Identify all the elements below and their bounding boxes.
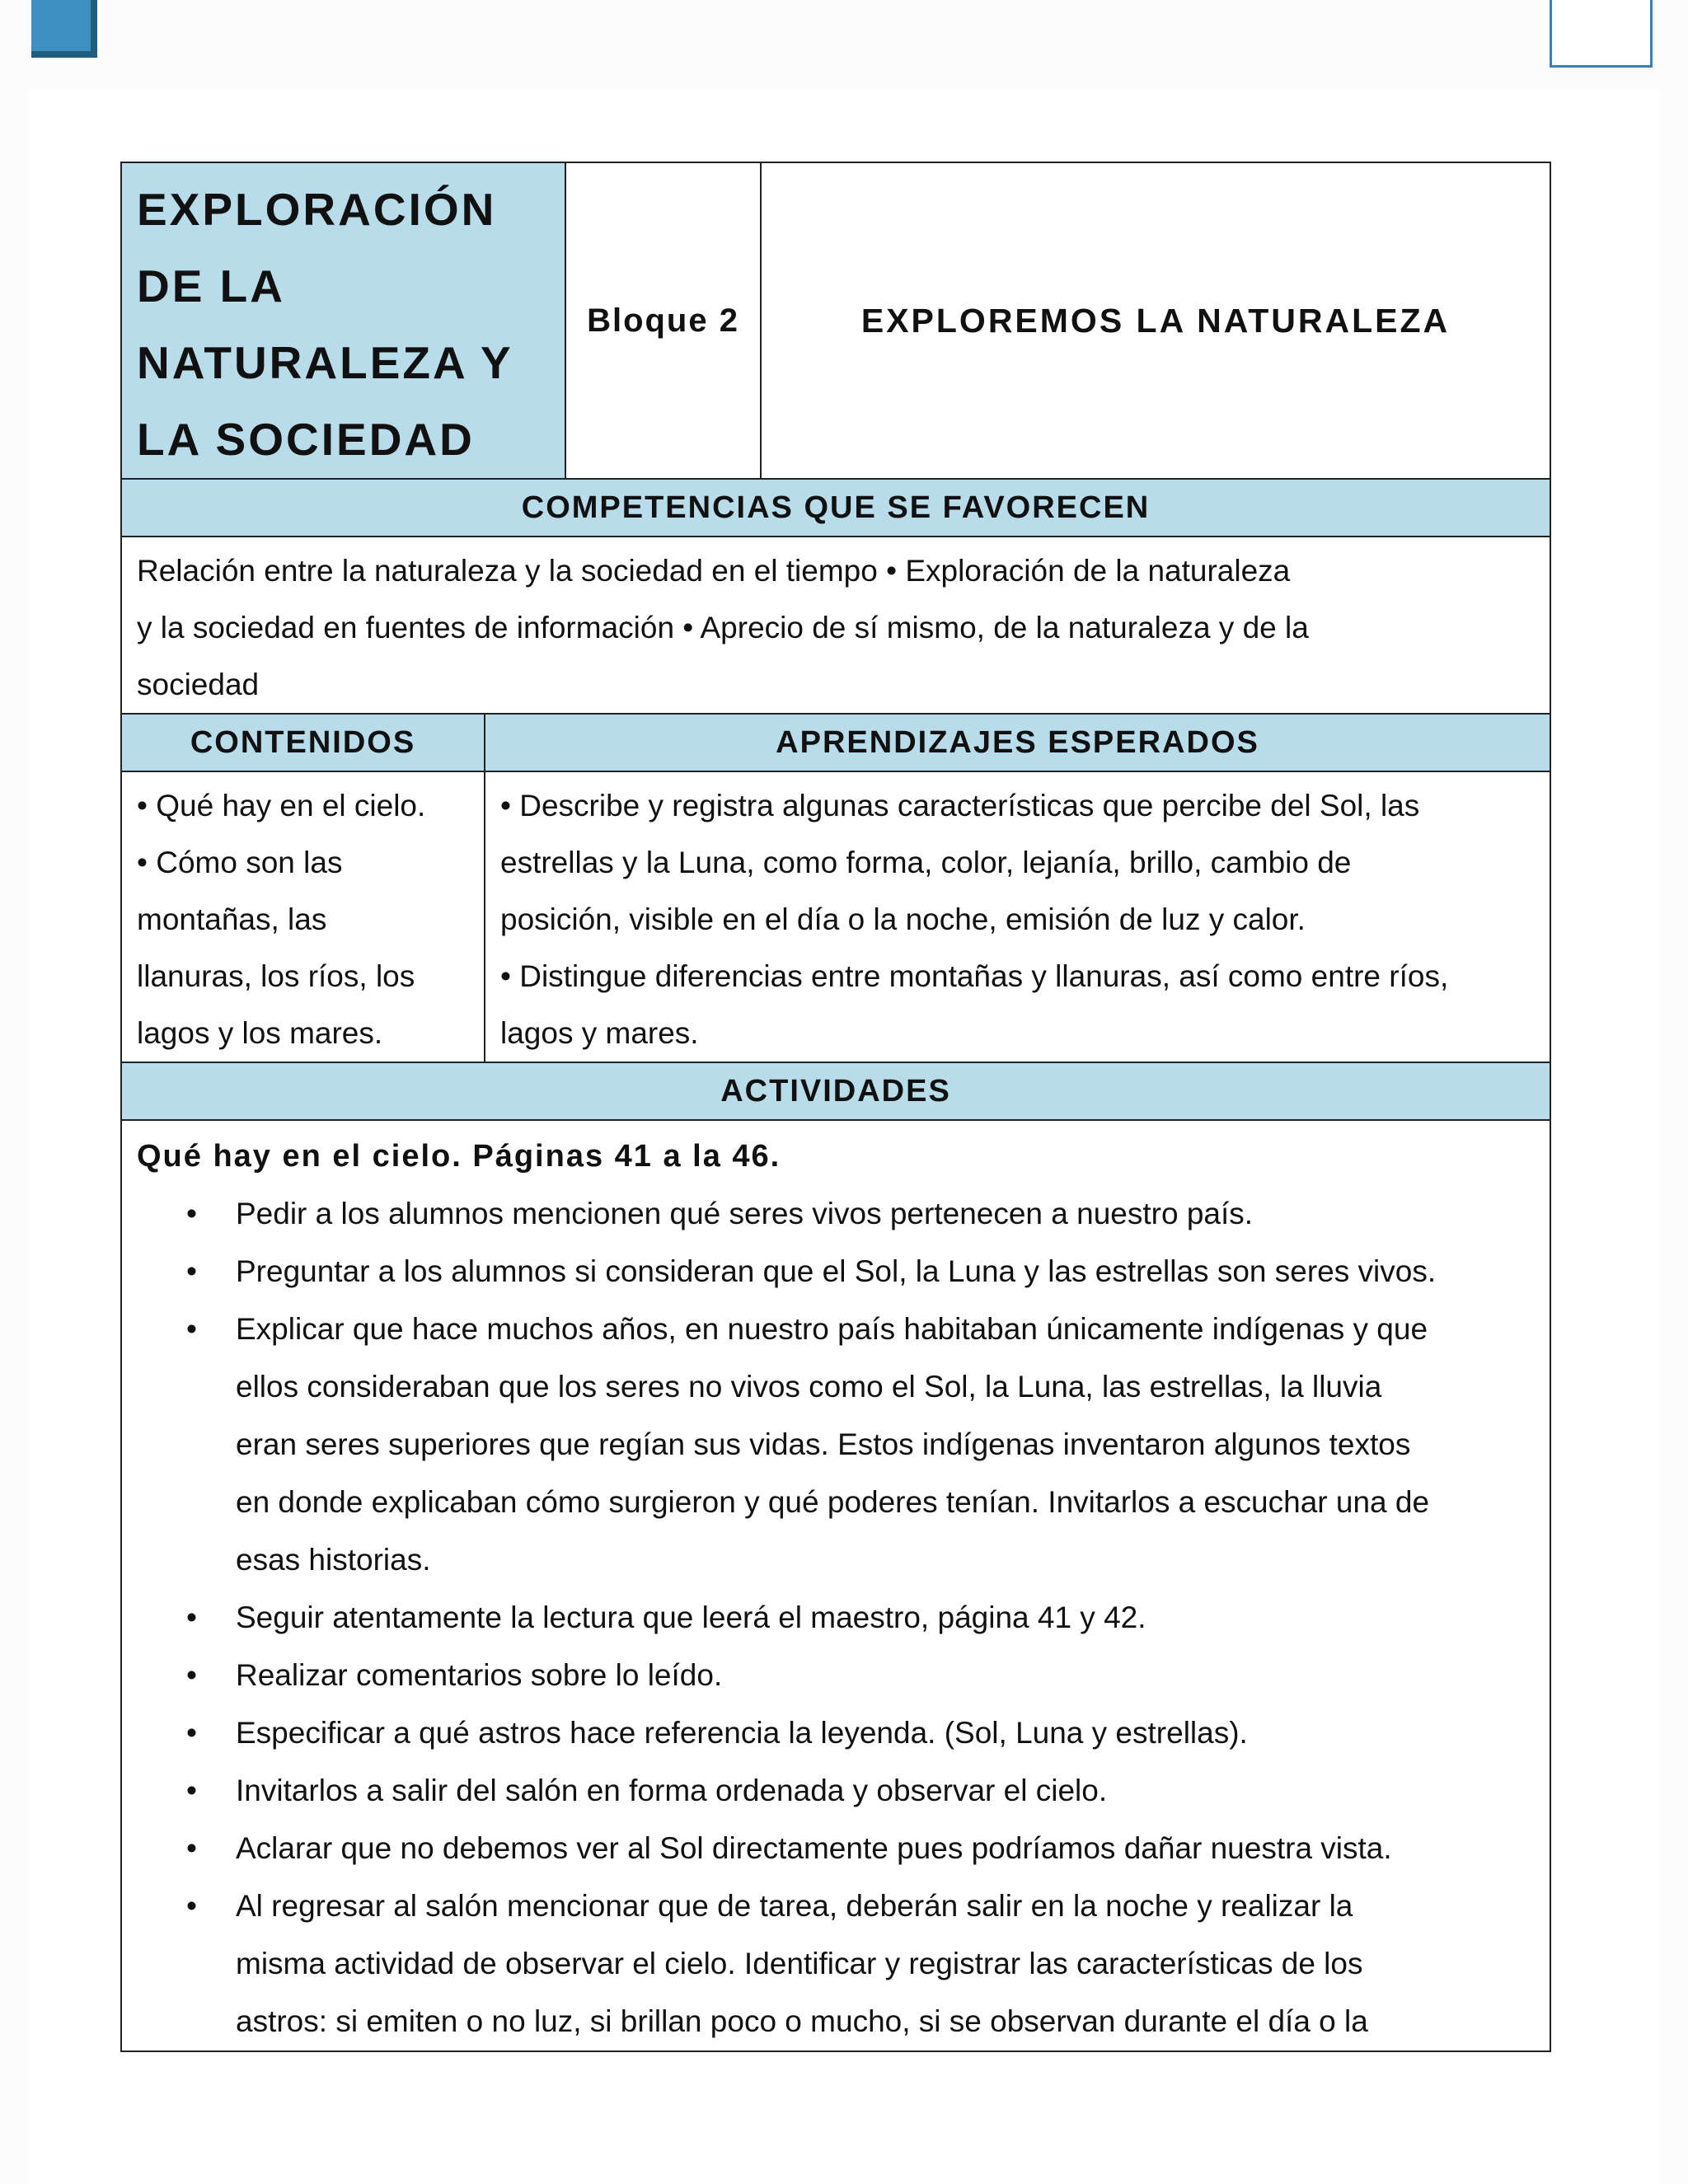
subject-line: NATURALEZA Y — [137, 337, 513, 388]
list-item — [137, 1877, 1535, 2050]
subject-line: LA SOCIEDAD — [137, 414, 475, 465]
text-line: • Especificar a qué astros hace referencia la leyenda. (Sol, Luna y estrellas). — [236, 1716, 1248, 1750]
contenidos-cell — [121, 771, 485, 1062]
text-line: lagos y mares. — [500, 1016, 699, 1050]
subject-cell — [121, 162, 565, 479]
text-line: • Aclarar que no debemos ver al Sol directamente pues podríamos dañar nuestra vista. — [236, 1831, 1392, 1865]
competencias-heading: COMPETENCIAS QUE SE FAVORECEN — [121, 479, 1550, 537]
text-line: montañas, las — [137, 902, 327, 936]
block-title: EXPLOREMOS LA NATURALEZA — [761, 162, 1550, 479]
activity-list — [137, 1185, 1535, 2050]
block-number: Bloque 2 — [565, 162, 761, 479]
text-line: lagos y los mares. — [137, 1016, 383, 1050]
text-line: posición, visible en el día o la noche, emisión de luz y calor. — [500, 902, 1306, 936]
actividades-heading: ACTIVIDADES — [121, 1062, 1550, 1120]
corner-tab-right — [1550, 0, 1653, 68]
text-line: llanuras, los ríos, los — [137, 959, 415, 993]
text-line: estrellas y la Luna, como forma, color, lejanía, brillo, cambio de — [500, 846, 1352, 879]
text-line: • Qué hay en el cielo. — [137, 789, 426, 823]
list-item — [137, 1185, 1535, 1243]
list-item — [137, 1704, 1535, 1762]
text-line: astros: si emiten o no luz, si brillan poco o mucho, si se observan durante el día o la — [236, 2004, 1368, 2038]
text-line: • Distingue diferencias entre montañas y llanuras, así como entre ríos, — [500, 959, 1449, 993]
text-line: y la sociedad en fuentes de información • Aprecio de sí mismo, de la naturaleza y de la — [137, 611, 1309, 644]
text-line: en donde explicaban cómo surgieron y qué poderes tenían. Invitarlos a escuchar una de — [236, 1485, 1430, 1519]
list-item — [137, 1762, 1535, 1820]
text-line: • Explicar que hace muchos años, en nuestro país habitaban únicamente indígenas y que — [236, 1312, 1428, 1346]
activity-subtitle: Qué hay en el cielo. Páginas 41 a la 46. — [137, 1139, 781, 1174]
list-item — [137, 1820, 1535, 1877]
actividades-cell — [121, 1120, 1550, 2051]
text-line: ellos consideraban que los seres no vivos como el Sol, la Luna, las estrellas, la lluvia — [236, 1370, 1382, 1404]
text-line: • Preguntar a los alumnos si consideran que el Sol, la Luna y las estrellas son seres vivos. — [236, 1254, 1437, 1288]
aprendizajes-cell — [485, 771, 1550, 1062]
lesson-plan-table — [120, 162, 1551, 2052]
competencias-text — [121, 537, 1550, 714]
subject-line: DE LA — [137, 260, 285, 312]
text-line: • Pedir a los alumnos mencionen qué seres vivos pertenecen a nuestro país. — [236, 1197, 1254, 1230]
text-line: misma actividad de observar el cielo. Identificar y registrar las características de los — [236, 1947, 1363, 1980]
text-line: sociedad — [137, 668, 260, 701]
list-item — [137, 1647, 1535, 1704]
text-line: • Invitarlos a salir del salón en forma ordenada y observar el cielo. — [236, 1774, 1108, 1807]
list-item — [137, 1589, 1535, 1647]
text-line: • Cómo son las — [137, 846, 343, 879]
subject-line: EXPLORACIÓN — [137, 184, 497, 235]
corner-tab-left — [31, 0, 97, 58]
contenidos-heading: CONTENIDOS — [121, 714, 485, 771]
text-line: • Realizar comentarios sobre lo leído. — [236, 1658, 723, 1692]
list-item — [137, 1243, 1535, 1301]
text-line: Relación entre la naturaleza y la sociedad en el tiempo • Exploración de la naturaleza — [137, 554, 1291, 588]
text-line: • Seguir atentamente la lectura que leerá el maestro, página 41 y 42. — [236, 1601, 1146, 1634]
list-item — [137, 1301, 1535, 1589]
aprendizajes-heading: APRENDIZAJES ESPERADOS — [485, 714, 1550, 771]
text-line: esas historias. — [236, 1543, 431, 1577]
text-line: • Al regresar al salón mencionar que de tarea, deberán salir en la noche y realizar la — [236, 1889, 1353, 1923]
text-line: • Describe y registra algunas características que percibe del Sol, las — [500, 789, 1420, 823]
text-line: eran seres superiores que regían sus vidas. Estos indígenas inventaron algunos textos — [236, 1427, 1411, 1461]
